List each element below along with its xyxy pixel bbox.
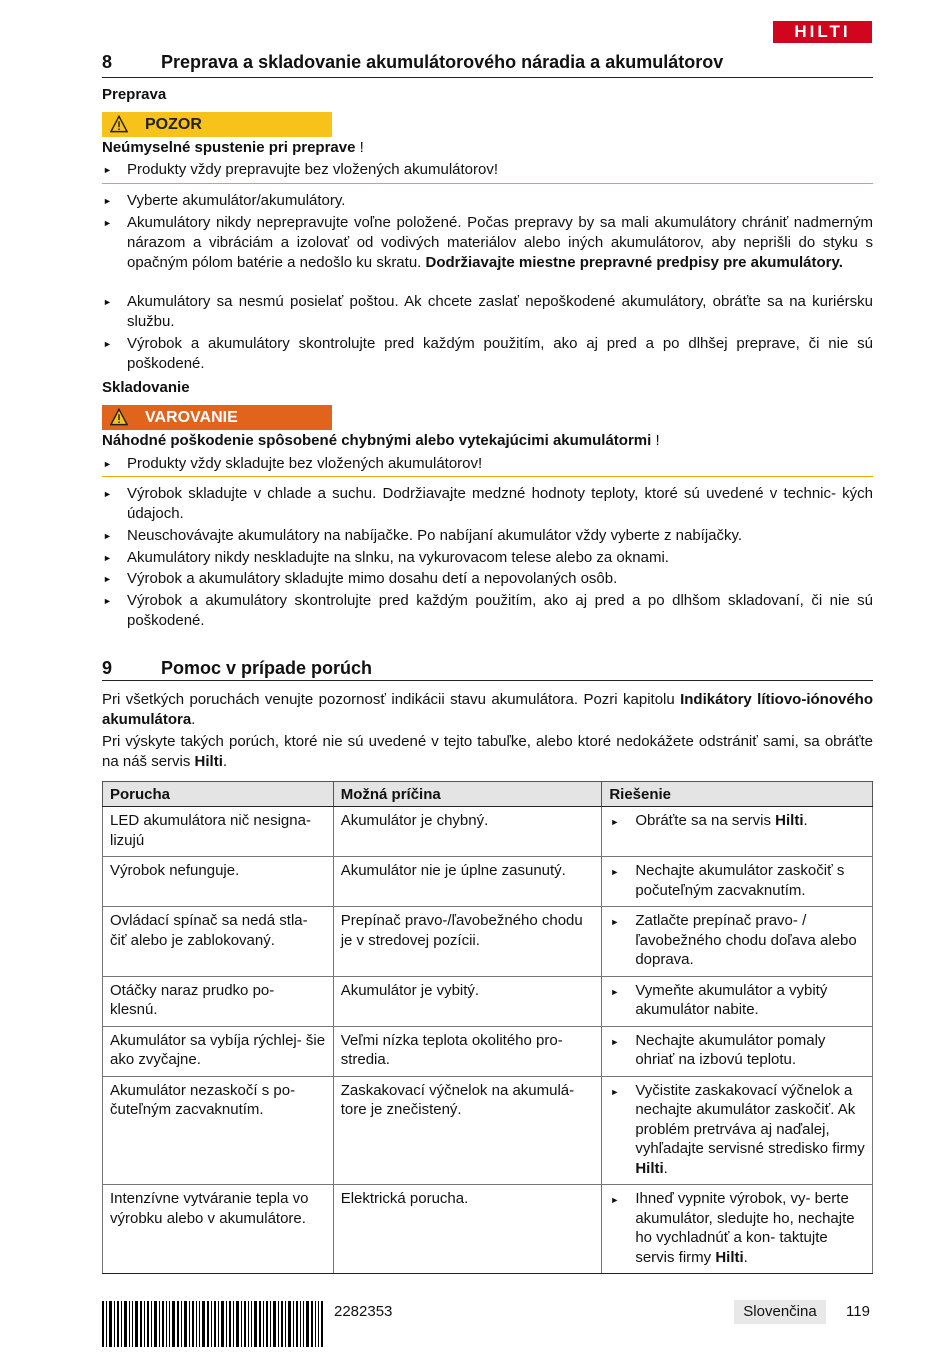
- bullet-arrow-icon: ►: [610, 986, 620, 997]
- solution-text-end: .: [663, 1159, 668, 1177]
- list-item: [102, 484, 873, 524]
- list-item-text: Produkty vždy skladujte bez vložených akumulátorov!: [127, 455, 483, 472]
- bullet-arrow-icon: ►: [103, 297, 112, 307]
- paragraph-text: Pri výskyte takých porúch, ktoré nie sú uvedené v tejto tabuľke, alebo ktoré nedokážete odstrániť sami, sa obráťte na náš servis: [102, 733, 873, 770]
- bullet-arrow-icon: ►: [103, 339, 112, 349]
- barcode-icon: [102, 1301, 323, 1347]
- list-item: [102, 548, 873, 568]
- solution-cell: [602, 907, 873, 977]
- intro-paragraph: [102, 690, 873, 730]
- warning-banner: [102, 405, 332, 430]
- warning-triangle-icon: [110, 408, 128, 426]
- table-row: [103, 807, 873, 857]
- bullet-arrow-icon: ►: [610, 817, 620, 827]
- list-item: [102, 213, 873, 273]
- list-item: [102, 292, 873, 332]
- solution-text: Vyčistite zaskakovací výčnelok a nechajte akumulátor zaskočiť. Ak problém pretrváva aj naďalej, vyhľadajte servisné stredisko firmy: [635, 1081, 865, 1157]
- list-item: [102, 591, 873, 631]
- fault-cell: Výrobok nefunguje.: [103, 857, 334, 907]
- troubleshooting-table: [102, 781, 873, 1274]
- bullet-arrow-icon: ►: [103, 459, 112, 469]
- caution-label: POZOR: [145, 116, 202, 133]
- solution-cell: [602, 1026, 873, 1076]
- bullet-arrow-icon: ►: [103, 165, 112, 175]
- column-header-cause: Možná príčina: [333, 782, 602, 807]
- warning-divider: [102, 183, 873, 184]
- list-item: [102, 191, 873, 211]
- brand-name: Hilti: [775, 812, 804, 829]
- fault-cell: LED akumulátora nič nesigna- lizujú: [103, 807, 334, 857]
- list-item-bold: Dodržiavajte miestne prepravné predpisy pre akumulátory.: [425, 254, 843, 271]
- solution-cell: [602, 976, 873, 1026]
- solution-text: Ihneď vypnite výrobok, vy- berte akumulátor, sledujte ho, nechajte ho vychladnúť a kon- taktujte servis firmy: [635, 1190, 855, 1266]
- list-item: [102, 334, 873, 374]
- transport-hazard-tail: !: [355, 139, 364, 156]
- transport-hazard-action: [102, 160, 873, 180]
- list-item-text: Akumulátory sa nesmú posielať poštou. Ak chcete zaslať nepoškodené akumulátory, obráťte sa na kuriérsku službu.: [127, 293, 873, 330]
- page-number: 119: [846, 1303, 870, 1320]
- list-item-text: [127, 213, 873, 273]
- paragraph-text: .: [191, 711, 196, 728]
- chapter-reference: Indikátory lítiovo-iónového akumulátora: [102, 691, 873, 728]
- cause-cell: Akumulátor je vybitý.: [333, 976, 602, 1026]
- solution-text-end: .: [803, 812, 808, 829]
- language-label: Slovenčina: [734, 1300, 826, 1324]
- cause-cell: Akumulátor je chybný.: [333, 807, 602, 857]
- caution-banner: [102, 112, 332, 137]
- fault-cell: Akumulátor sa vybíja rýchlej- šie ako zvyčajne.: [103, 1026, 334, 1076]
- solution-text: Zatlačte prepínač pravo- /ľavobežného chodu doľava alebo doprava.: [635, 912, 857, 968]
- brand-name: Hilti: [635, 1159, 664, 1177]
- cause-cell: Akumulátor nie je úplne zasunutý.: [333, 857, 602, 907]
- storage-hazard-title: Náhodné poškodenie spôsobené chybnými alebo vytekajúcimi akumulátormi: [102, 432, 652, 449]
- bullet-arrow-icon: ►: [610, 917, 620, 927]
- cause-cell: Veľmi nízka teplota okolitého pro- stredia.: [333, 1026, 602, 1076]
- bullet-arrow-icon: ►: [103, 218, 112, 228]
- list-item-text: Výrobok a akumulátory skontrolujte pred každým použitím, ako aj pred a po dlhšom skladovaní, či nie sú poškodené.: [127, 592, 873, 629]
- list-item: [102, 569, 873, 589]
- solution-text-end: .: [743, 1248, 748, 1266]
- brand-name: Hilti: [715, 1248, 744, 1266]
- list-item-text: Výrobok a akumulátory skontrolujte pred každým použitím, ako aj pred a po dlhšej preprave, či nie sú poškodené.: [127, 335, 873, 372]
- document-number: 2282353: [334, 1303, 393, 1320]
- section-number: 8: [102, 52, 113, 72]
- table-header-row: [103, 782, 873, 807]
- cause-cell: Elektrická porucha.: [333, 1185, 602, 1274]
- list-item-text: Výrobok skladujte v chlade a suchu. Dodržiavajte medzné hodnoty teploty, ktoré sú uvedené v technic- kých údajoch.: [127, 485, 873, 522]
- solution-cell: [602, 1185, 873, 1274]
- storage-hazard-tail: !: [651, 432, 660, 449]
- bullet-arrow-icon: ►: [103, 489, 112, 499]
- bullet-arrow-icon: ►: [103, 574, 112, 584]
- bullet-arrow-icon: ►: [103, 531, 112, 541]
- solution-cell: [602, 857, 873, 907]
- bullet-arrow-icon: ►: [610, 1195, 620, 1205]
- warning-label: VAROVANIE: [145, 409, 238, 426]
- bullet-arrow-icon: ►: [610, 1086, 620, 1097]
- paragraph-text: .: [222, 753, 228, 770]
- list-item-text: Výrobok a akumulátory skladujte mimo dosahu detí a nepovolaných osôb.: [127, 570, 618, 587]
- section-title: Pomoc v prípade porúch: [161, 658, 373, 678]
- solution-cell: [602, 807, 873, 857]
- table-row: [103, 857, 873, 907]
- hilti-logo: HILTI: [773, 21, 872, 43]
- solution-cell: [602, 1076, 873, 1185]
- table-row: [103, 976, 873, 1026]
- brand-name: Hilti: [194, 753, 223, 770]
- storage-hazard: [102, 432, 660, 449]
- column-header-solution: Riešenie: [602, 782, 873, 807]
- section-title: Preprava a skladovanie akumulátorového náradia a akumulátorov: [161, 52, 724, 72]
- solution-text: Nechajte akumulátor zaskočiť s počuteľným zacvaknutím.: [635, 862, 845, 899]
- storage-hazard-action: [102, 454, 873, 474]
- list-item-text: Akumulátory nikdy neskladujte na slnku, na vykurovacom telese alebo za oknami.: [127, 549, 669, 566]
- fault-cell: Akumulátor nezaskočí s po- čuteľným zacvaknutím.: [103, 1076, 334, 1185]
- warning-triangle-icon: [110, 115, 128, 133]
- fault-cell: Otáčky naraz prudko po- klesnú.: [103, 976, 334, 1026]
- list-item-text: Produkty vždy prepravujte bez vložených akumulátorov!: [127, 161, 499, 178]
- fault-cell: Intenzívne vytváranie tepla vo výrobku alebo v akumulátore.: [103, 1185, 334, 1274]
- column-header-fault: Porucha: [103, 782, 334, 807]
- bullet-arrow-icon: ►: [103, 596, 112, 606]
- list-item-text-part: Akumulátory nikdy neprepravujte voľne položené. Počas prepravy by sa mali akumulátory chrániť nadmerným nárazom a vibráciám a izolovať od vodivých materiálov alebo iných akumulátorov, aby neprišli do styku s opačným pólom batérie a nedošlo ku skratu.: [127, 214, 873, 271]
- solution-text: Vymeňte akumulátor a vybitý akumulátor nabite.: [635, 981, 828, 1018]
- solution-text: Obráťte sa na servis: [635, 812, 776, 829]
- section-8-heading: [102, 52, 873, 78]
- table-row: [103, 907, 873, 977]
- bullet-arrow-icon: ►: [610, 1036, 620, 1047]
- list-item-text: Vyberte akumulátor/akumulátory.: [127, 192, 346, 209]
- section-9-heading: [102, 658, 873, 681]
- storage-heading: Skladovanie: [102, 379, 190, 396]
- section-number: 9: [102, 658, 113, 678]
- list-item-text: Neuschovávajte akumulátory na nabíjačke. Po nabíjaní akumulátor vždy vyberte z nabíjačky.: [127, 527, 743, 544]
- bullet-arrow-icon: ►: [103, 196, 112, 206]
- warning-divider: [102, 476, 873, 477]
- list-item: [102, 526, 873, 546]
- bullet-arrow-icon: ►: [610, 867, 620, 877]
- fault-cell: Ovládací spínač sa nedá stla- čiť alebo je zablokovaný.: [103, 907, 334, 977]
- transport-hazard: [102, 139, 364, 156]
- cause-cell: Prepínač pravo-/ľavobežného chodu je v stredovej pozícii.: [333, 907, 602, 977]
- solution-text: Nechajte akumulátor pomaly ohriať na izbovú teplotu.: [635, 1031, 826, 1068]
- transport-heading: Preprava: [102, 86, 167, 103]
- cause-cell: Zaskakovací výčnelok na akumulá- tore je znečistený.: [333, 1076, 602, 1185]
- table-row: [103, 1185, 873, 1274]
- table-row: [103, 1026, 873, 1076]
- transport-hazard-title: Neúmyselné spustenie pri preprave: [102, 139, 356, 156]
- table-row: [103, 1076, 873, 1185]
- bullet-arrow-icon: ►: [103, 553, 112, 563]
- paragraph-text: Pri všetkých poruchách venujte pozornosť indikácii stavu akumulátora. Pozri kapitolu: [102, 691, 681, 708]
- service-paragraph: [102, 732, 873, 772]
